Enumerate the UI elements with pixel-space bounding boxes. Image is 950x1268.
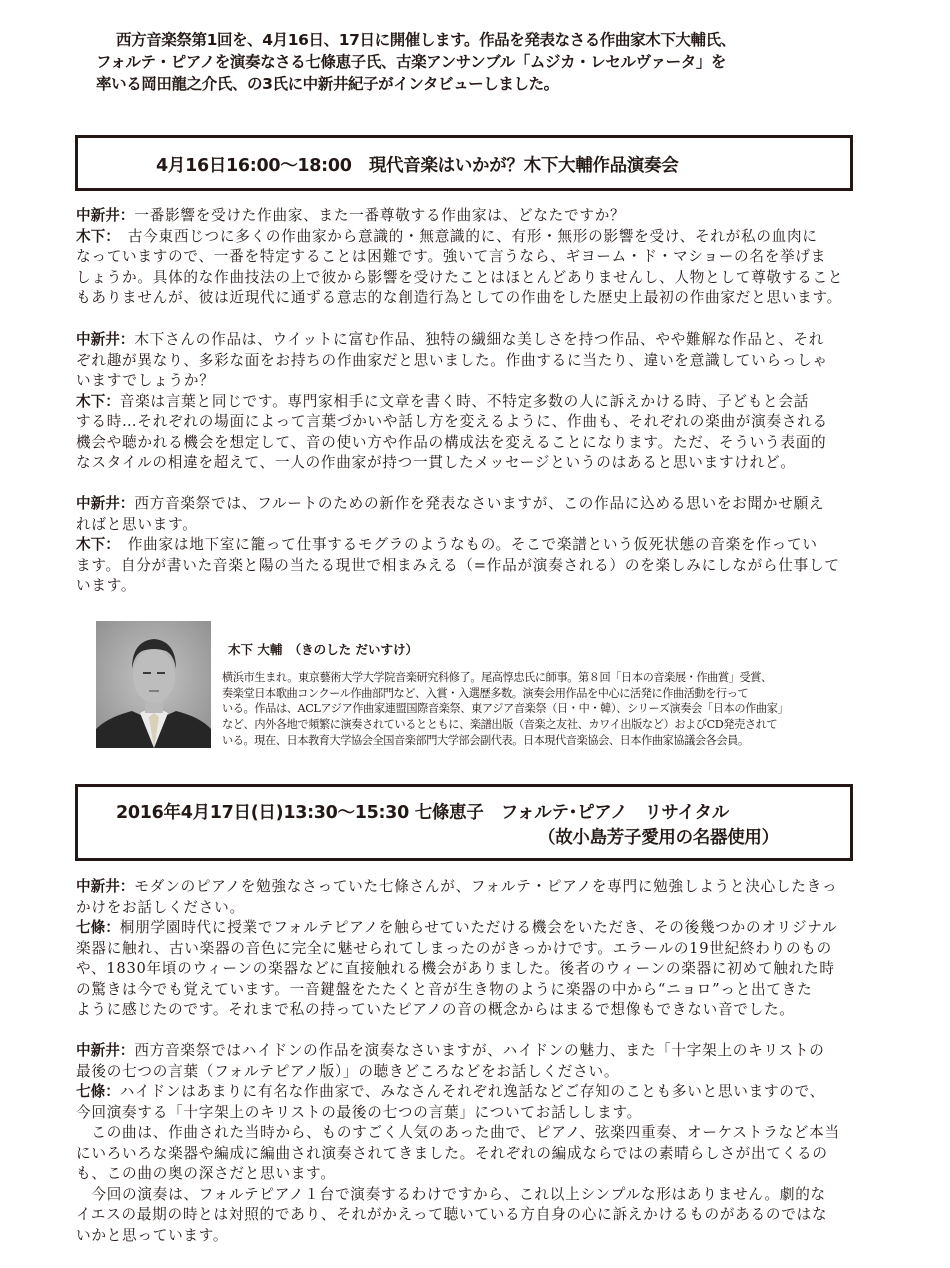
dialogue-line — [76, 412, 852, 433]
dialogue-text: います。 — [76, 577, 137, 594]
dialogue-text: 今回演奏する「十字架上のキリストの最後の七つの言葉」についてお話しします。 — [76, 1103, 642, 1121]
dialogue-text: にいろいろな楽器や編成に編曲され演奏されてきました。それぞれの編成ならではの素晴らしさが出てくるの — [76, 1144, 828, 1162]
dialogue-line — [76, 371, 852, 392]
section2-title-box — [75, 784, 853, 861]
composer-bio — [222, 670, 852, 749]
dialogue-text: 一番影響を受けた作曲家、また一番尊敬する作曲家は、どなたですか？ — [134, 207, 626, 224]
dialogue-line — [76, 515, 852, 536]
dialogue-text: 桐朋学園時代に授業でフォルテピアノを触らせていただける機会をいただき、その後幾つかのオリジナル — [119, 919, 838, 936]
dialogue-line — [76, 1000, 852, 1021]
dialogue-line — [76, 247, 852, 268]
composer-name: 木下 大輔 （きのした だいすけ） — [228, 642, 418, 657]
dialogue-text: 木下さんの作品は、ウイットに富む作品、独特の繊細な美しさを持つ作品、やや難解な作品と、それ — [134, 331, 825, 348]
dialogue-line — [76, 392, 852, 413]
dialogue-line — [76, 1062, 852, 1083]
dialogue-text: 西方音楽祭では、フルートのための新作を発表なさいますが、この作品に込める思いをお聞かせ願え — [134, 495, 825, 512]
bio-line: 奏楽堂日本歌曲コンクール作曲部門など、入賞・入選歴多数。演奏会用作品を中心に活発に作曲活動を行って — [222, 686, 749, 700]
dialogue-line — [76, 1082, 852, 1103]
dialogue-line — [76, 351, 852, 372]
section1-title: 4月16日16:00～18:00 現代音楽はいかが？木下大輔作品演奏会 — [156, 156, 679, 176]
dialogue-line — [76, 556, 852, 577]
dialogue-text: ぞれ趣が異なり、多彩な面をお持ちの作曲家だと思いました。作曲するに当たり、違いを意識していらっしゃ — [76, 351, 828, 369]
dialogue-text: 作曲家は地下室に籠って仕事するモグラのようなもの。そこで楽譜という仮死状態の音楽を作ってい — [112, 536, 818, 553]
speaker-label: 七條： — [76, 919, 120, 936]
dialogue-text: 古今東西じつに多くの作曲家から意識的・無意識的に、有形・無形の影響を受け、それが私の血肉に — [112, 227, 818, 245]
dialogue-text: も、この曲の奥の深さだと思います。 — [76, 1165, 336, 1182]
dialogue-line — [76, 268, 852, 289]
dialogue-line — [76, 494, 852, 515]
section2-qa2 — [76, 1041, 852, 1246]
dialogue-text: イエスの最期の時とは対照的であり、それがかえって聴いている方自身の心に訴えかけるものがあるのではな — [76, 1206, 828, 1223]
dialogue-text: いかと思っています。 — [76, 1226, 229, 1244]
dialogue-line — [76, 330, 852, 351]
dialogue-text: ればと思います。 — [76, 515, 198, 533]
intro-paragraph — [96, 29, 856, 95]
section2-title: 2016年4月17日(日)13:30～15:30 七條恵子 フォルテ･ピアノ リサイタル — [116, 803, 729, 823]
speaker-label: 中新井： — [76, 1042, 135, 1059]
speaker-label: 中新井： — [76, 207, 135, 224]
intro-line: 率いる岡田龍之介氏、の3氏に中新井紀子がインタビューしました。 — [96, 75, 559, 93]
dialogue-text: ます。自分が書いた音楽と陽の当たる現世で相まみえる（=作品が演奏される）のを楽しみにしながら仕事して — [76, 556, 840, 574]
dialogue-text: いますでしょうか？ — [76, 372, 215, 389]
dialogue-text: 音楽は言葉と同じです。専門家相手に文章を書く時、不特定多数の人に訴えかける時、子どもと会話 — [119, 392, 810, 410]
dialogue-text: もありませんが、彼は近現代に通ずる意志的な創造行為としての作曲をした歴史上最初の作曲家だと思います。 — [76, 289, 843, 306]
intro-line: 西方音楽祭第1回を、4月16日、17日に開催します。作品を発表なさる作曲家木下大輔氏、 — [116, 31, 736, 49]
dialogue-line — [76, 1205, 852, 1226]
dialogue-text: の驚きは今でも覚えています。一音鍵盤をたたくと音が生き物のように楽器の中から“ニョロ”っと出てきた — [76, 980, 813, 998]
dialogue-text: モダンのピアノを勉強なさっていた七條さんが、フォルテ・ピアノを専門に勉強しようと決心したきっ — [134, 878, 838, 895]
dialogue-line — [76, 453, 852, 474]
dialogue-line — [76, 939, 852, 960]
dialogue-text: しょうか。具体的な作曲技法の上で彼から影響を受けたことはほとんどありませんし、人物として尊敬すること — [76, 268, 844, 286]
dialogue-line — [76, 1103, 852, 1124]
speaker-label: 中新井： — [76, 878, 135, 895]
dialogue-text: 最後の七つの言葉（フォルテピアノ版）」の聴きどころなどをお話しください。 — [76, 1062, 620, 1080]
bio-line: 横浜市生まれ。東京藝術大学大学院音楽研究科修了。尾高惇忠氏に師事。第８回「日本の音楽展・作曲賞」受賞、 — [222, 671, 772, 684]
dialogue-line — [76, 1164, 852, 1185]
intro-line: フォルテ・ピアノを演奏なさる七條恵子氏、古楽アンサンブル「ムジカ・レセルヴァータ」を — [96, 53, 727, 71]
dialogue-line — [76, 288, 852, 309]
dialogue-line — [76, 898, 852, 919]
section1-qa1 — [76, 206, 852, 309]
bio-line: いる。現在、日本教育大学協会全国音楽部門大学部会副代表。日本現代音楽協会、日本作曲家協議会各会員。 — [222, 733, 749, 747]
dialogue-line — [76, 959, 852, 980]
speaker-label: 木下： — [76, 227, 113, 245]
dialogue-line — [76, 1123, 852, 1144]
dialogue-line — [76, 1041, 852, 1062]
dialogue-text: する時…それぞれの場面によって言葉づかいや話し方を変えるように、作曲も、それぞれの楽曲が演奏される — [76, 413, 828, 430]
dialogue-line — [76, 918, 852, 939]
speaker-label: 七條： — [76, 1083, 120, 1100]
dialogue-line — [76, 535, 852, 556]
dialogue-text: 今回の演奏は、フォルテピアノ１台で演奏するわけですから、これ以上シンプルな形はありません。劇的な — [76, 1185, 826, 1203]
bio-line: など、内外各地で頻繁に演奏されているとともに、楽譜出版（音楽之友社、カワイ出版など）およびCD発売されて — [222, 718, 778, 732]
speaker-label: 中新井： — [76, 331, 135, 348]
dialogue-text: なっていますので、一番を特定することは困難です。強いて言うなら、ギヨーム・ド・マショーの名を挙げま — [76, 248, 827, 265]
dialogue-line — [76, 576, 852, 597]
dialogue-text: かけをお話しください。 — [76, 898, 245, 916]
dialogue-text: ように感じたのです。それまで私の持っていたピアノの音の概念からはまるで想像もできない音でした。 — [76, 1001, 795, 1018]
dialogue-text: この曲は、作曲された当時から、ものすごく人気のあった曲で、ピアノ、弦楽四重奏、オーケストラなど本当 — [76, 1124, 840, 1141]
dialogue-text: 楽器に触れ、古い楽器の音色に完全に魅せられてしまったのがきっかけです。エラールの19世紀終わりのもの — [76, 939, 832, 957]
dialogue-line — [76, 1185, 852, 1206]
dialogue-text: 西方音楽祭ではハイドンの作品を演奏なさいますが、ハイドンの魅力、また「十字架上のキリストの — [134, 1042, 825, 1059]
section1-qa3 — [76, 494, 852, 597]
dialogue-line — [76, 433, 852, 454]
speaker-label: 中新井： — [76, 495, 135, 512]
section2-qa1 — [76, 877, 852, 1021]
speaker-label: 木下： — [76, 392, 120, 410]
bio-line: いる。作品は、ACLアジア作曲家連盟国際音楽祭、東アジア音楽祭（日・中・韓）、シリーズ演奏会「日本の作曲家」 — [222, 702, 789, 716]
dialogue-text: なスタイルの相違を超えて、一人の作曲家が持つ一貫したメッセージというのはあると思いますけれど。 — [76, 454, 796, 471]
section2-subtitle: （故小島芳子愛用の名器使用） — [538, 828, 779, 848]
section1-title-box — [75, 135, 853, 191]
dialogue-line — [76, 206, 852, 227]
speaker-label: 木下： — [76, 536, 113, 553]
dialogue-text: や、1830年頃のウィーンの楽器などに直接触れる機会がありました。後者のウィーンの楽器に初めて触れた時 — [76, 960, 835, 977]
dialogue-line — [76, 1144, 852, 1165]
section1-qa2 — [76, 330, 852, 474]
dialogue-text: ハイドンはあまりに有名な作曲家で、みなさんそれぞれ逸話などご存知のことも多いと思いますので、 — [119, 1083, 826, 1100]
composer-portrait-photo — [96, 621, 211, 748]
dialogue-text: 機会や聴かれる機会を想定して、音の使い方や作品の構成法を変えることになります。ただ、そういう表面的 — [76, 433, 827, 451]
dialogue-line — [76, 877, 852, 898]
dialogue-line — [76, 227, 852, 248]
dialogue-line — [76, 1226, 852, 1247]
dialogue-line — [76, 980, 852, 1001]
